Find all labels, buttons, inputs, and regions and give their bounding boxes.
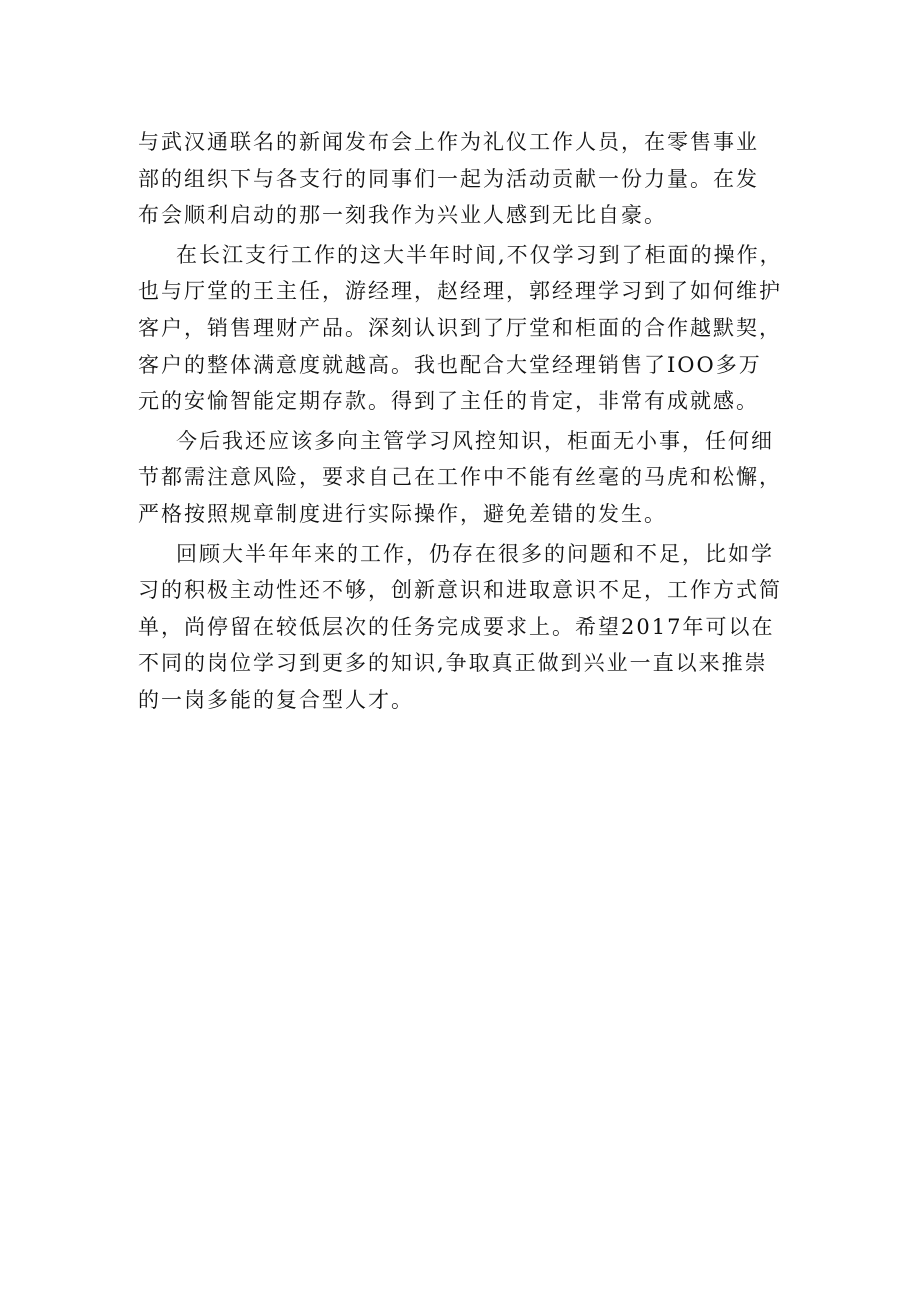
paragraph-4 — [138, 536, 782, 719]
text-line: 客户的整体满意度就越高。我也配合大堂经理销售了IOO多万 — [138, 352, 762, 377]
text-line: 布会顺利启动的那一刻我作为兴业人感到无比自豪。 — [138, 203, 667, 228]
text-line: 严格按照规章制度进行实际操作，避免差错的发生。 — [138, 501, 667, 526]
text-line: 的一岗多能的复合型人才。 — [138, 687, 414, 712]
text-line: 不同的岗位学习到更多的知识,争取真正做到兴业一直以来推崇 — [138, 651, 768, 676]
text-line: 也与厅堂的王主任，游经理，赵经理，郭经理学习到了如何维护 — [138, 279, 782, 304]
paragraph-2 — [138, 237, 783, 420]
text-line: 节都需注意风险，要求自己在工作中不能有丝毫的马虎和松懈， — [138, 465, 782, 490]
paragraph-1 — [138, 124, 778, 234]
text-line: 部的组织下与各支行的同事们一起为活动贡献一份力量。在发 — [138, 166, 759, 191]
text-line: 今后我还应该多向主管学习风控知识，柜面无小事，任何细 — [176, 428, 774, 453]
text-line: 习的积极主动性还不够，创新意识和进取意识不足，工作方式简 — [138, 578, 782, 603]
text-line: 客户，销售理财产品。深刻认识到了厅堂和柜面的合作越默契， — [138, 315, 782, 340]
text-line: 回顾大半年年来的工作，仍存在很多的问题和不足，比如学 — [176, 541, 774, 566]
text-line: 单，尚停留在较低层次的任务完成要求上。希望2017年可以在 — [138, 614, 775, 639]
text-line: 元的安愉智能定期存款。得到了主任的肯定，非常有成就感。 — [138, 389, 759, 414]
document-body — [138, 124, 783, 722]
text-line: 在长江支行工作的这大半年时间,不仅学习到了柜面的操作， — [176, 242, 783, 267]
paragraph-3 — [138, 423, 782, 533]
text-line: 与武汉通联名的新闻发布会上作为礼仪工作人员，在零售事业 — [138, 130, 759, 154]
